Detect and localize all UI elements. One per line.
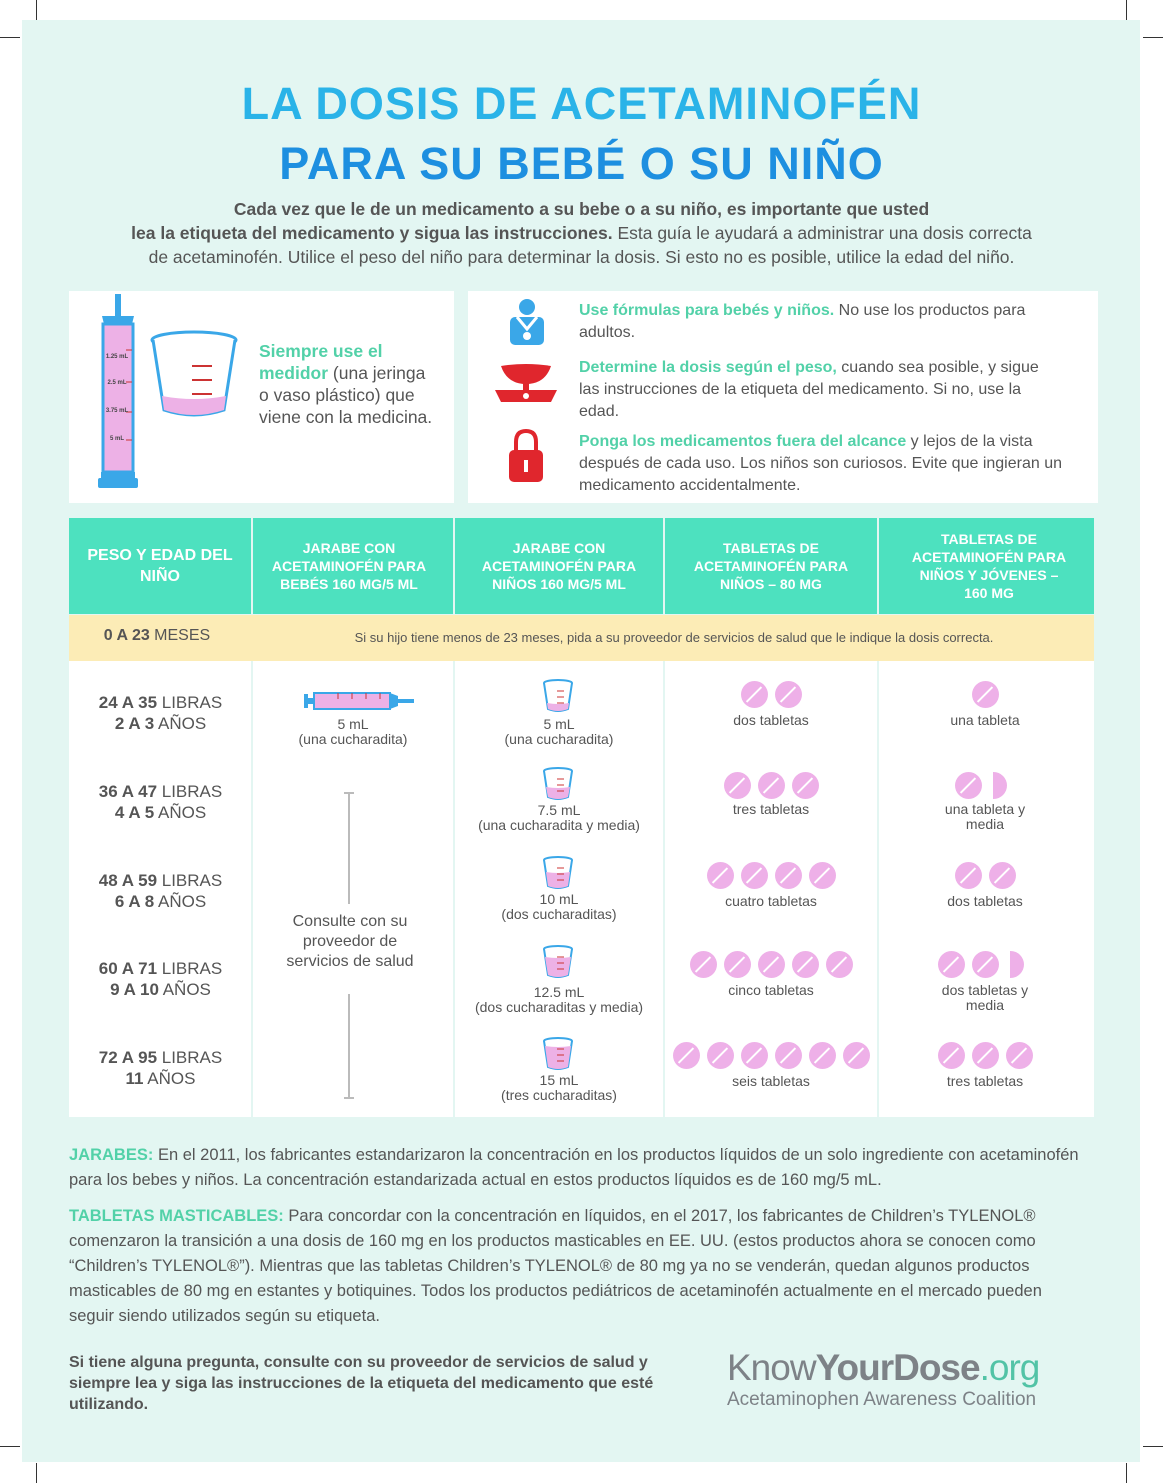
brand-know: Know	[727, 1347, 816, 1388]
tablet-icon	[707, 1042, 734, 1069]
crop-mark	[1126, 0, 1127, 20]
tablets-80-label-3: cuatro tabletas	[725, 893, 817, 909]
child-dose-2	[455, 803, 663, 833]
tablets-160-label-2: una tableta y media	[944, 801, 1026, 832]
dose-note: (una cucharadita)	[504, 731, 614, 747]
header-weight-age: PESO Y EDAD DEL NIÑO	[87, 547, 233, 585]
dose-amount: 12.5 mL	[533, 984, 585, 1000]
intro-paragraph	[80, 197, 1083, 269]
tip-weight	[579, 357, 1049, 423]
small-cup-icon	[542, 1037, 574, 1071]
tablet-icon	[792, 772, 819, 799]
age-range: 11	[125, 1069, 144, 1088]
header-divider	[877, 518, 879, 614]
header-child-syrup: JARABE CON ACETAMINOFÉN PARA NIÑOS 160 MG/5 ML	[481, 540, 637, 592]
tip-formula	[579, 300, 1079, 344]
infant-row	[69, 615, 1094, 661]
tablet-icon	[972, 1042, 999, 1069]
header-infant-syrup: JARABE CON ACETAMINOFÉN PARA BEBÉS 160 MG/5 ML	[271, 540, 427, 592]
tip-formula-bold: Use fórmulas para bebés y niños.	[579, 302, 835, 319]
syringe-mark-1: 1.25 mL	[105, 354, 129, 360]
dose-amount: 7.5 mL	[537, 802, 581, 818]
brand-logo	[727, 1347, 1039, 1389]
crop-mark	[1143, 37, 1163, 38]
chewables-note-label: TABLETAS MASTICABLES:	[69, 1207, 284, 1225]
tablets-80-label-4: cinco tabletas	[728, 982, 814, 998]
crop-mark	[1143, 1446, 1163, 1447]
dose-note: (dos cucharaditas y media)	[474, 999, 644, 1015]
tablet-icon	[809, 1042, 836, 1069]
brand-your: Your	[815, 1347, 894, 1388]
dose-amount: 10 mL	[539, 891, 579, 907]
crop-mark	[0, 37, 20, 38]
age-unit: AÑOS	[143, 1069, 196, 1088]
page-title-line1: LA DOSIS DE ACETAMINOFÉN	[241, 78, 922, 129]
tip-formula-text: No use los productos para adultos.	[579, 302, 1026, 341]
measurer-rest: (una jeringa o vaso plástico) que viene con la medicina.	[259, 363, 433, 427]
syringe-horizontal-icon	[304, 688, 416, 714]
age-range: 9 A 10	[110, 980, 159, 999]
scale-icon	[493, 362, 559, 406]
chewables-note-text: Para concordar con la concentración en líquidos, en el 2017, los fabricantes de Children’s TYLENOL® comenzaron la transición a una dosis de 160 mg en los productos masticables en EE. UU. (estos productos ahora se conocen como “Children’s TYLENOL®”). Mientras que las tabletas Children’s TYLENOL® de 80 mg ya no se venderán, quedan algunos productos masticables de 80 mg en estantes y botiquines. Todos los productos pediátricos de acetaminofén actualmente en el mercado pueden seguir siendo utilizados según su etiqueta.	[69, 1207, 1042, 1325]
dose-table-header	[69, 518, 1094, 614]
header-tablets-160: TABLETAS DE ACETAMINOFÉN PARA NIÑOS Y JÓVENES – 160 MG	[911, 531, 1067, 601]
tip-weight-bold: Determine la dosis según el peso,	[579, 359, 837, 376]
tablets-160-label-4: dos tabletas y media	[941, 982, 1029, 1013]
tablet-icon	[1006, 1042, 1033, 1069]
crop-mark	[36, 1463, 37, 1483]
baby-icon	[506, 298, 548, 346]
tablet-icon	[724, 951, 751, 978]
small-cup-icon	[542, 856, 574, 890]
tip-storage-bold: Ponga los medicamentos fuera del alcance	[579, 433, 907, 450]
tablet-icon	[741, 1042, 768, 1069]
syringe-icon	[92, 294, 144, 500]
crop-mark	[1126, 1463, 1127, 1483]
weight-unit: LIBRAS	[157, 871, 223, 890]
lock-icon	[507, 428, 545, 484]
tablet-icon	[758, 951, 785, 978]
header-tablets-80: TABLETAS DE ACETAMINOFÉN PARA NIÑOS – 80 MG	[693, 540, 849, 592]
header-divider	[251, 518, 253, 614]
infant-row-label	[69, 627, 245, 645]
tip-storage-text: y lejos de la vista después de cada uso. Los niños son curiosos. Evite que ingieran un medicamento accidentalmente.	[579, 433, 1062, 494]
consult-provider-text: Consulte con su proveedor de servicios de salud	[286, 913, 414, 970]
infant-row-label-unit: MESES	[149, 627, 211, 644]
tablet-icon	[826, 951, 853, 978]
tablet-icon	[955, 772, 982, 799]
closing-statement: Si tiene alguna pregunta, consulte con su proveedor de servicios de salud y siempre lea y siga las instrucciones de la etiqueta del medicamento que esté utilizando.	[69, 1354, 654, 1413]
age-unit: AÑOS	[158, 980, 211, 999]
tablet-icon	[955, 862, 982, 889]
consult-bracket	[344, 792, 354, 794]
tablet-icon	[775, 681, 802, 708]
brand-coalition: Acetaminophen Awareness Coalition	[727, 1389, 1037, 1410]
row-label-2	[69, 781, 252, 823]
dose-amount: 5 mL	[337, 716, 369, 732]
dose-note: (una cucharadita y media)	[478, 817, 640, 833]
syringe-mark-3: 3.75 mL	[105, 408, 129, 414]
tablet-icon	[724, 772, 751, 799]
weight-unit: LIBRAS	[157, 1048, 223, 1067]
brand-dose: Dose	[893, 1347, 980, 1388]
age-unit: AÑOS	[154, 714, 207, 733]
small-cup-icon	[542, 679, 574, 713]
weight-range: 24 A 35	[98, 693, 158, 712]
infant-row-label-bold: 0 A 23	[103, 627, 150, 644]
brand-org: .org	[979, 1347, 1040, 1388]
row-label-1	[69, 692, 252, 734]
consult-bracket	[344, 1097, 354, 1099]
tablet-icon	[792, 951, 819, 978]
small-cup-icon	[542, 767, 574, 801]
header-divider	[453, 518, 455, 614]
header-divider	[663, 518, 665, 614]
tablet-icon	[775, 862, 802, 889]
syrups-note-text: En el 2011, los fabricantes estandarizaron la concentración en los productos líquidos de un solo ingrediente con acetaminofén para los bebes y niños. La concentración estandarizada actual en estos productos líquidos es de 160 mg/5 mL.	[69, 1146, 1079, 1189]
consult-bracket	[348, 792, 350, 904]
intro-bold-1: Cada vez que le de un medicamento a su bebe o a su niño, es importante que usted	[233, 199, 930, 219]
dose-note: (tres cucharaditas)	[501, 1087, 617, 1103]
tip-storage	[579, 431, 1079, 497]
tablet-icon	[741, 862, 768, 889]
tablet-icon	[989, 862, 1016, 889]
infant-dose-1	[253, 717, 453, 747]
tablet-icon	[809, 862, 836, 889]
crop-mark	[0, 1446, 20, 1447]
column-divider	[663, 661, 665, 1117]
row-label-5	[69, 1047, 252, 1089]
intro-bold-2: lea la etiqueta del medicamento y sigua las instrucciones.	[131, 223, 613, 243]
child-dose-5	[455, 1073, 663, 1103]
tablet-icon	[707, 862, 734, 889]
syrups-note	[69, 1143, 1079, 1193]
crop-mark	[36, 0, 37, 20]
syringe-mark-2: 2.5 mL	[107, 380, 127, 386]
tablet-icon	[972, 681, 999, 708]
age-range: 4 A 5	[114, 803, 155, 822]
intro-text-2: de acetaminofén. Utilice el peso del niño para determinar la dosis. Si esto no es posible, utilice la edad del niño.	[148, 247, 1015, 267]
tablet-icon	[758, 772, 785, 799]
measuring-cup-icon	[150, 330, 238, 420]
dose-amount: 5 mL	[543, 716, 575, 732]
tablet-icon	[690, 951, 717, 978]
small-cup-icon	[542, 945, 574, 979]
tablet-icon	[843, 1042, 870, 1069]
infant-row-message: Si su hijo tiene menos de 23 meses, pida a su proveedor de servicios de salud que le indique la dosis correcta.	[354, 630, 994, 645]
weight-unit: LIBRAS	[157, 959, 223, 978]
weight-range: 60 A 71	[98, 959, 158, 978]
age-unit: AÑOS	[154, 803, 207, 822]
child-dose-4	[455, 985, 663, 1015]
page-title-line2: PARA SU BEBÉ O SU NIÑO	[279, 138, 884, 189]
tablet-icon	[972, 951, 999, 978]
weight-range: 48 A 59	[98, 871, 158, 890]
age-range: 2 A 3	[114, 714, 155, 733]
row-label-4	[69, 958, 252, 1000]
column-divider	[877, 661, 879, 1117]
tip-weight-text: cuando sea posible, y sigue las instrucciones de la etiqueta del medicamento. Si no, use la edad.	[579, 359, 1039, 420]
child-dose-1	[455, 717, 663, 747]
tablets-160-label-1: una tableta	[950, 712, 1020, 728]
tablet-icon	[775, 1042, 802, 1069]
child-dose-3	[455, 892, 663, 922]
dose-note: (dos cucharaditas)	[501, 906, 617, 922]
measurer-text	[259, 340, 439, 428]
age-unit: AÑOS	[154, 892, 207, 911]
chewables-note	[69, 1204, 1079, 1329]
tablets-80-label-5: seis tabletas	[732, 1073, 810, 1089]
tablets-160-label-5: tres tabletas	[946, 1073, 1024, 1089]
tablets-80-label-1: dos tabletas	[733, 712, 809, 728]
tablet-icon	[938, 1042, 965, 1069]
tablet-icon	[741, 681, 768, 708]
tablet-icon	[938, 951, 965, 978]
row-label-3	[69, 870, 252, 912]
tablets-160-label-3: dos tabletas	[947, 893, 1023, 909]
intro-text-1: Esta guía le ayudará a administrar una dosis correcta	[612, 223, 1032, 243]
dose-amount: 15 mL	[539, 1072, 579, 1088]
syrups-note-label: JARABES:	[69, 1146, 154, 1164]
syringe-mark-4: 5 mL	[109, 436, 124, 442]
age-range: 6 A 8	[114, 892, 155, 911]
tablet-icon	[673, 1042, 700, 1069]
weight-range: 36 A 47	[98, 782, 158, 801]
weight-unit: LIBRAS	[157, 782, 223, 801]
measurer-bold: Siempre use el medidor	[259, 341, 383, 383]
tablets-80-label-2: tres tabletas	[732, 801, 810, 817]
weight-range: 72 A 95	[98, 1048, 158, 1067]
dose-note: (una cucharadita)	[298, 731, 408, 747]
weight-unit: LIBRAS	[157, 693, 223, 712]
consult-bracket	[348, 994, 350, 1098]
